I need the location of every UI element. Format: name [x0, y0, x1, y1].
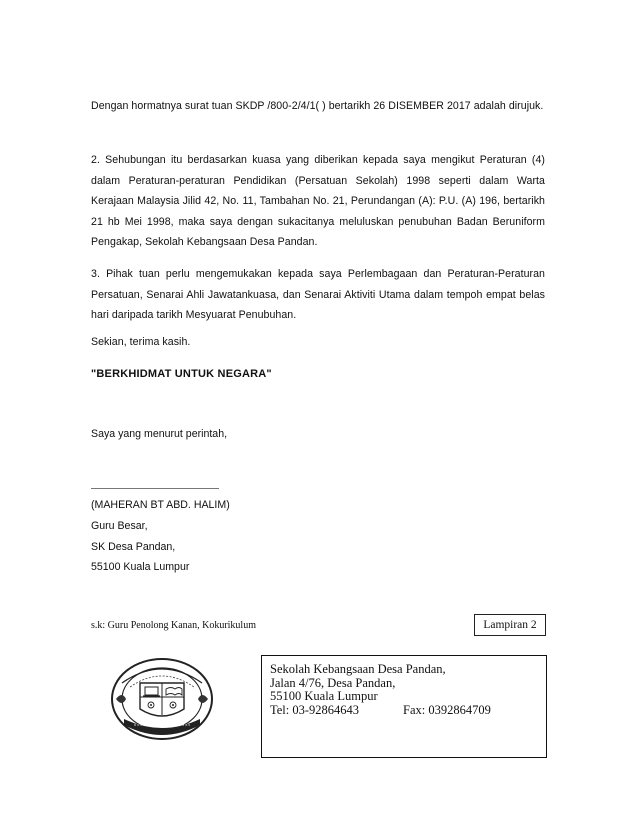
motto: "BERKHIDMAT UNTUK NEGARA"	[91, 368, 272, 380]
signature-block	[91, 495, 230, 578]
attachment-label: Lampiran 2	[474, 614, 546, 636]
carbon-copy-line: s.k: Guru Penolong Kanan, Kokurikulum	[91, 620, 256, 631]
paragraph-thanks: Sekian, terima kasih.	[91, 336, 191, 348]
address-line-street: Jalan 4/76, Desa Pandan,	[270, 675, 396, 690]
signature-line	[91, 488, 219, 489]
contact-row	[270, 704, 546, 718]
paragraph-approval: 2. Sehubungan itu berdasarkan kuasa yang diberikan kepada saya mengikut Peraturan (4) dalam Peraturan-peraturan Pendidikan (Persatuan Sekolah) 1998 seperti dalam Warta Kerajaan Malaysia Jilid 42, No. 11, Tambahan No. 21, Perundangan (A): P.U. (A) 196, bertarikh 21 hb Mei 1998, maka saya dengan sukacitanya meluluskan penubuhan Badan Beruniform Pengakap, Sekolah Kebangsaan Desa Pandan.	[91, 154, 545, 248]
paragraph-reference: Dengan hormatnya surat tuan SKDP /800-2/4/1( ) bertarikh 26 DISEMBER 2017 adalah dirujuk.	[91, 100, 544, 112]
signatory-title: Guru Besar,	[91, 519, 148, 532]
signatory-city: 55100 Kuala Lumpur	[91, 561, 190, 574]
telephone-number: Tel: 03-92864643	[270, 702, 360, 717]
fax-number: Fax: 0392864709	[403, 702, 491, 717]
closing-line: Saya yang menurut perintah,	[91, 428, 228, 440]
address-line-school: Sekolah Kebangsaan Desa Pandan,	[270, 662, 446, 676]
school-crest-icon	[110, 653, 214, 745]
signatory-name: (MAHERAN BT ABD. HALIM)	[91, 499, 230, 511]
paragraph-requirements: 3. Pihak tuan perlu mengemukakan kepada saya Perlembagaan dan Peraturan-Peraturan Persatuan, Senarai Ahli Jawatankuasa, dan Senarai Aktiviti Utama dalam tempoh empat belas hari daripada tarikh Mesyuarat Penubuhan.	[91, 268, 545, 321]
address-line-postcode: 55100 Kuala Lumpur	[270, 689, 378, 704]
school-address-box	[261, 655, 547, 758]
signatory-school: SK Desa Pandan,	[91, 540, 176, 553]
